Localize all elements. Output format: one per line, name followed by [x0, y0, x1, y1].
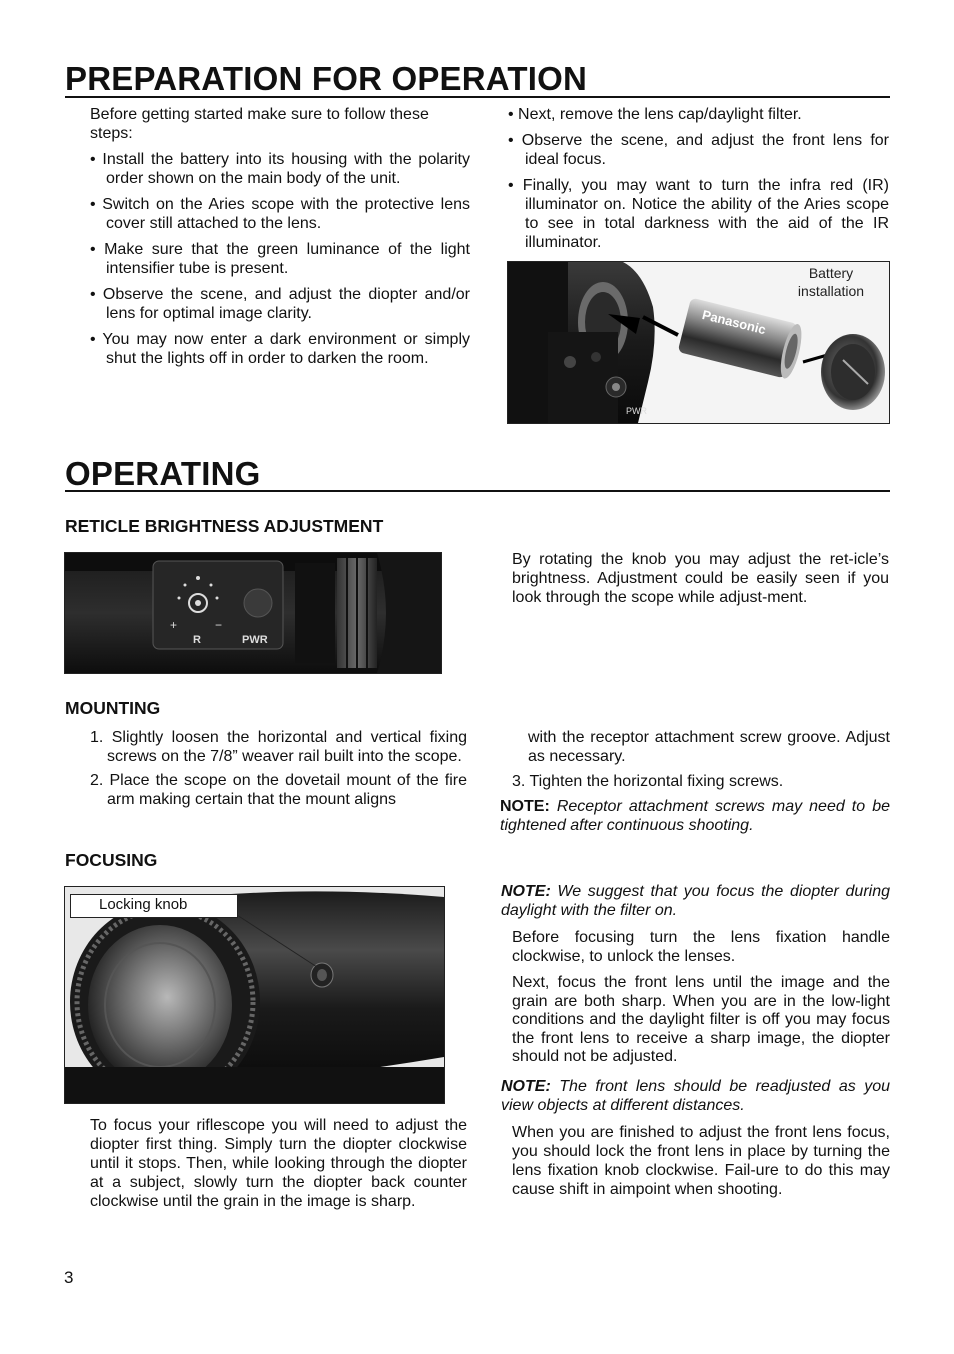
mounting-note	[500, 797, 890, 835]
prep-bullet: • Observe the scene, and adjust the front lens for ideal focus.	[508, 132, 889, 168]
pwr-label: PWR	[242, 634, 268, 646]
focusing-paragraph: Before focusing turn the lens fixation handle clockwise, to unlock the lenses.	[512, 929, 890, 965]
battery-caption	[783, 264, 879, 300]
heading-focusing: FOCUSING	[65, 850, 158, 870]
prep-bullet: • Finally, you may want to turn the infra red (IR) illuminator on. Notice the ability of the Aries scope to see in total darkness with the aid of the IR illuminator.	[508, 177, 889, 251]
focusing-photo	[64, 886, 445, 1104]
prep-bullet: • Observe the scene, and adjust the diopter and/or lens for optimal image clarity.	[90, 286, 470, 322]
battery-installation-photo	[507, 261, 890, 424]
note-text: Receptor attachment screws may need to be tightened after continuous shooting.	[500, 798, 890, 834]
prep-bullet: • You may now enter a dark environment or simply shut the lights off in order to darken the room.	[90, 331, 470, 367]
note-text: The front lens should be readjusted as you view objects at different distances.	[501, 1077, 890, 1114]
mounting-step: 3. Tighten the horizontal fixing screws.	[512, 773, 784, 790]
prep-right-column	[508, 105, 889, 252]
reticle-text: By rotating the knob you may adjust the ret-icle’s brightness. Adjustment could be easily seen if you look through the scope while adjust-ment.	[512, 551, 889, 606]
reticle-plus: +	[170, 618, 178, 632]
prep-left-column	[90, 105, 470, 368]
pwr-label: PWR	[626, 406, 647, 416]
focusing-note	[501, 1077, 890, 1115]
focusing-right-column	[501, 882, 890, 1199]
title-rule	[65, 96, 890, 98]
note-text: We suggest that you focus the diopter during daylight with the filter on.	[501, 883, 890, 919]
focusing-paragraph: Next, focus the front lens until the image and the grain are both sharp. When you are in the low-light conditions and the daylight filter is off you may focus the front lens to receive a sharp image, the diopter should not be adjusted.	[512, 974, 890, 1065]
focusing-note	[501, 882, 890, 920]
note-label: NOTE:	[500, 798, 550, 815]
focusing-illustration	[65, 887, 444, 1103]
mounting-left-column	[90, 728, 467, 809]
mounting-step: 2. Place the scope on the dovetail mount of the fire arm making certain that the mount aligns	[90, 772, 467, 808]
mounting-continuation: with the receptor attachment screw groove. Adjust as necessary.	[528, 729, 890, 765]
focusing-left-text: To focus your riflescope you will need to adjust the diopter first thing. Simply turn the diopter clockwise until it stops. Then, while looking through the diopter at a subject, slowly turn the diopter back counter clockwise until the grain in the image is sharp.	[90, 1117, 467, 1210]
mounting-step: 1. Slightly loosen the horizontal and vertical fixing screws on the 7/8” weaver rail built into the scope.	[90, 729, 467, 765]
focusing-paragraph: When you are finished to adjust the front lens focus, you should lock the front lens in place by turning the lens fixation knob clockwise. Fail-ure to do this may cause shift in aimpoint when shooting.	[512, 1123, 890, 1198]
prep-bullet: • Install the battery into its housing with the polarity order shown on the main body of the unit.	[90, 151, 470, 187]
battery-brand: Panasonic	[700, 306, 768, 338]
reticle-minus: −	[215, 618, 223, 632]
caption-line: installation	[797, 283, 865, 299]
heading-reticle: RETICLE BRIGHTNESS ADJUSTMENT	[65, 516, 384, 536]
heading-mounting: MOUNTING	[65, 698, 161, 718]
prep-bullet: • Next, remove the lens cap/daylight filter.	[508, 106, 802, 123]
note-label: NOTE:	[501, 883, 551, 900]
reticle-photo	[64, 552, 442, 674]
section-title-preparation: PREPARATION FOR OPERATION	[65, 60, 588, 97]
section-title-operating: OPERATING	[65, 455, 261, 492]
prep-bullet: • Switch on the Aries scope with the protective lens cover still attached to the lens.	[90, 196, 470, 232]
reticle-illustration	[65, 553, 441, 673]
knob-label: R	[193, 634, 201, 646]
title-rule	[65, 490, 890, 492]
callout-locking-knob: Locking knob	[70, 894, 238, 918]
prep-bullet: • Make sure that the green luminance of the light intensifier tube is present.	[90, 241, 470, 277]
mounting-right-column	[500, 728, 890, 835]
caption-line: Battery	[808, 265, 854, 281]
prep-intro: Before getting started make sure to follow these steps:	[90, 106, 429, 142]
note-label: NOTE:	[501, 1077, 551, 1095]
page-number: 3	[64, 1268, 74, 1287]
